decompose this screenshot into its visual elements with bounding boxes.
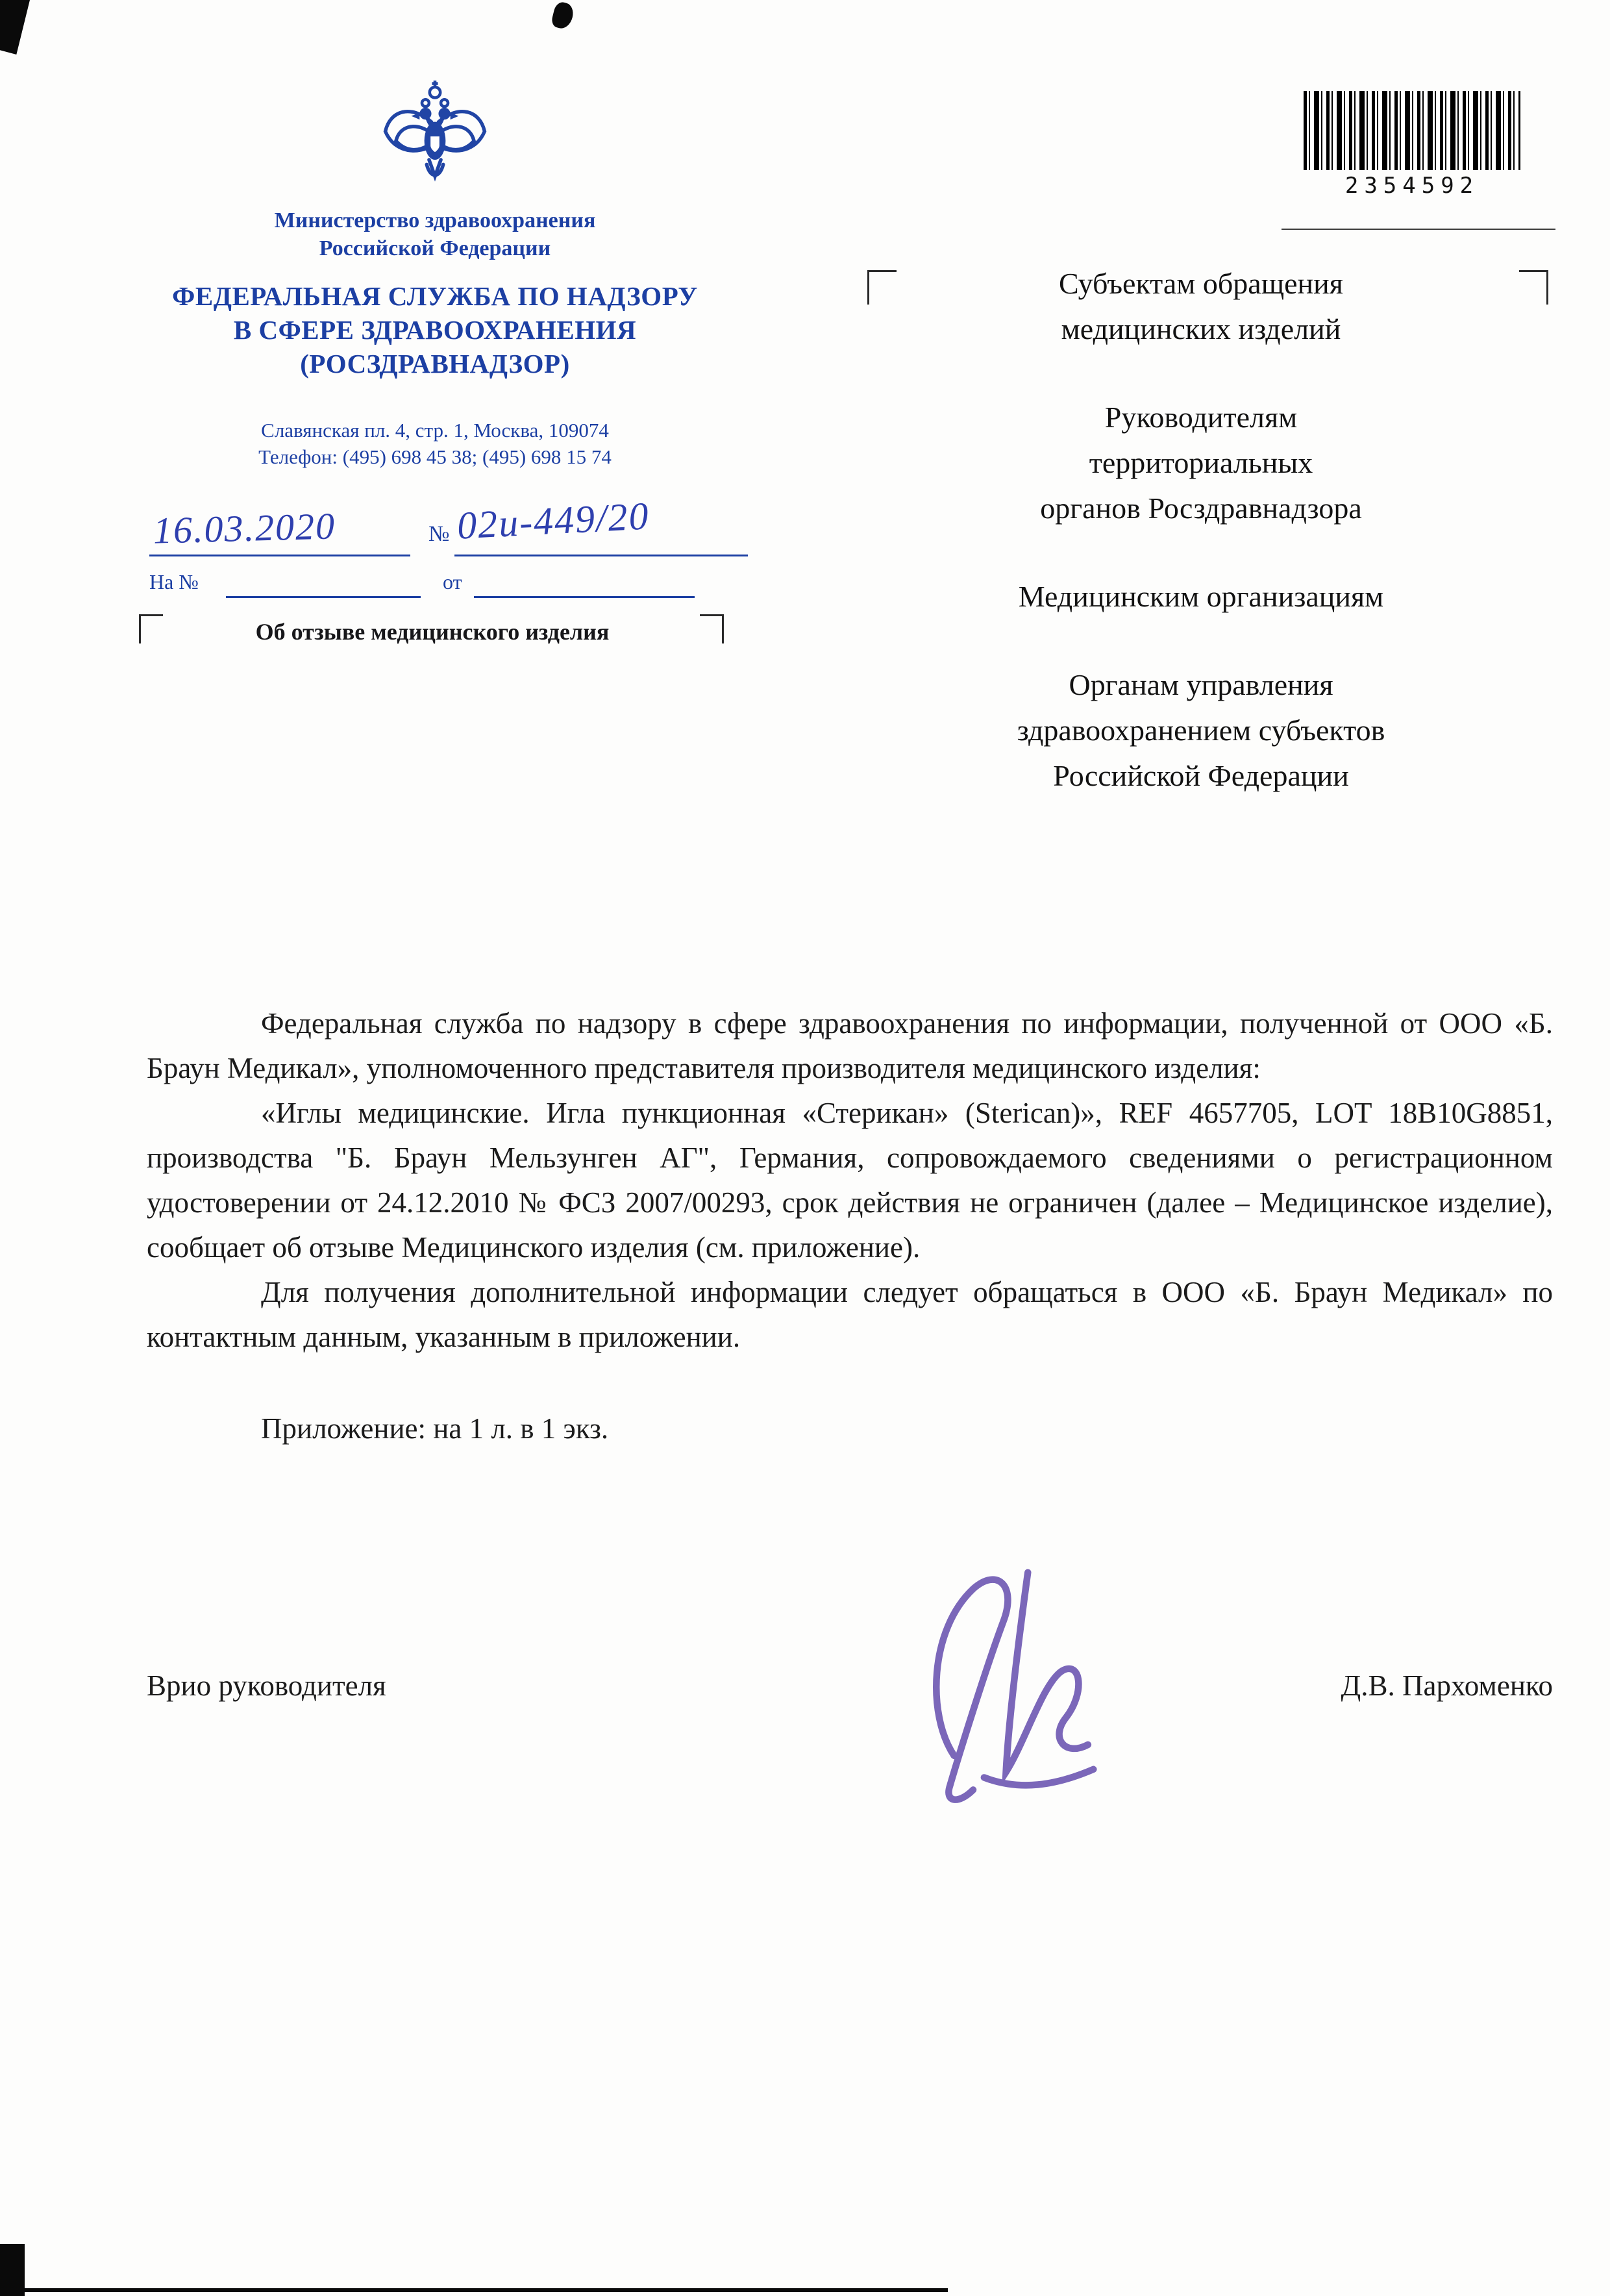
signer-name: Д.В. Пархоменко <box>1341 1669 1553 1702</box>
postal-address: Славянская пл. 4, стр. 1, Москва, 109074 <box>261 419 609 442</box>
addressee-line: здравоохранением субъектов <box>1017 714 1385 747</box>
service-line: (РОСЗДРАВНАДЗОР) <box>300 349 570 379</box>
letter-body <box>147 1001 1553 1451</box>
addressee-line: Медицинским организациям <box>1018 580 1384 613</box>
attachment-note: Приложение: на 1 л. в 1 экз. <box>261 1412 609 1445</box>
ministry-line: Министерство здравоохранения <box>274 208 596 232</box>
addressee-line: Субъектам обращения <box>1059 267 1343 300</box>
barcode-icon <box>1304 91 1520 170</box>
reply-to-number-label: На № <box>149 570 199 593</box>
outgoing-reference-row <box>149 494 773 579</box>
corner-mark-icon <box>1519 270 1548 305</box>
ministry-name <box>149 206 721 262</box>
signer-position: Врио руководителя <box>147 1669 386 1702</box>
phone-numbers: Телефон: (495) 698 45 38; (495) 698 15 74 <box>258 445 612 468</box>
reply-from-label: от <box>443 570 462 593</box>
reply-number-underline <box>226 596 421 598</box>
addressee-line: Органам управления <box>1069 668 1333 701</box>
addressee-line: Руководителям <box>1104 401 1298 434</box>
reply-reference-row <box>149 570 773 609</box>
corner-mark-icon <box>139 614 163 643</box>
handwritten-outgoing-number: 02и-449/20 <box>456 494 651 547</box>
subject-zone <box>147 612 718 645</box>
barcode-number: 2354592 <box>1344 173 1480 199</box>
ministry-line: Российской Федерации <box>319 236 551 260</box>
addressee-line: Российской Федерации <box>1053 759 1349 792</box>
body-paragraph: «Иглы медицинские. Игла пункционная «Стерикан» (Sterican)», REF 4657705, LOT 18B10G8851, производства "Б. Браун Мельзунген АГ", Германия, сопровождаемого сведениями о регистрационном удостоверении от 24.12.2010 № ФСЗ 2007/00293, срок действия не ограничен (далее – Медицинское изделие), сообщает об отзыве Медицинского изделия (см. приложение). <box>147 1097 1553 1264</box>
service-line: В СФЕРЕ ЗДРАВООХРАНЕНИЯ <box>233 315 637 345</box>
handwritten-date: 16.03.2020 <box>153 505 336 552</box>
addressee-line: органов Росздравнадзора <box>1040 492 1362 525</box>
scan-artifact-top-center <box>551 1 576 31</box>
letterhead <box>149 70 721 470</box>
scan-artifact-bottom-line <box>0 2288 948 2292</box>
addressee-block <box>870 574 1532 619</box>
handwritten-signature-icon <box>901 1551 1122 1810</box>
service-line: ФЕДЕРАЛЬНАЯ СЛУЖБА ПО НАДЗОРУ <box>172 281 698 311</box>
corner-mark-icon <box>867 270 897 305</box>
corner-mark-icon <box>700 614 724 643</box>
reply-date-underline <box>474 596 695 598</box>
number-sign-label: № <box>428 522 450 546</box>
service-name <box>149 279 721 381</box>
addressee-list <box>870 261 1532 842</box>
addressee-line: медицинских изделий <box>1061 312 1341 345</box>
body-paragraph: Для получения дополнительной информации следует обращаться в ООО «Б. Браун Медикал» по контактным данным, указанным в приложении. <box>147 1276 1553 1353</box>
contact-info <box>149 417 721 470</box>
addressee-line: территориальных <box>1089 446 1313 479</box>
subject-line: Об отзыве медицинского изделия <box>255 619 610 645</box>
date-underline <box>149 555 410 556</box>
body-paragraph: Федеральная служба по надзору в сфере здравоохранения по информации, полученной от ООО «Б. Браун Медикал», уполномоченного представителя производителя медицинского изделия: <box>147 1007 1553 1084</box>
barcode-divider-line <box>1282 229 1555 230</box>
addressee-block <box>870 662 1532 799</box>
number-underline <box>454 555 748 556</box>
coat-of-arms-double-headed-eagle-icon <box>376 70 494 197</box>
addressee-block <box>870 261 1532 352</box>
scan-artifact-top-left <box>0 0 30 55</box>
addressee-block <box>870 395 1532 531</box>
